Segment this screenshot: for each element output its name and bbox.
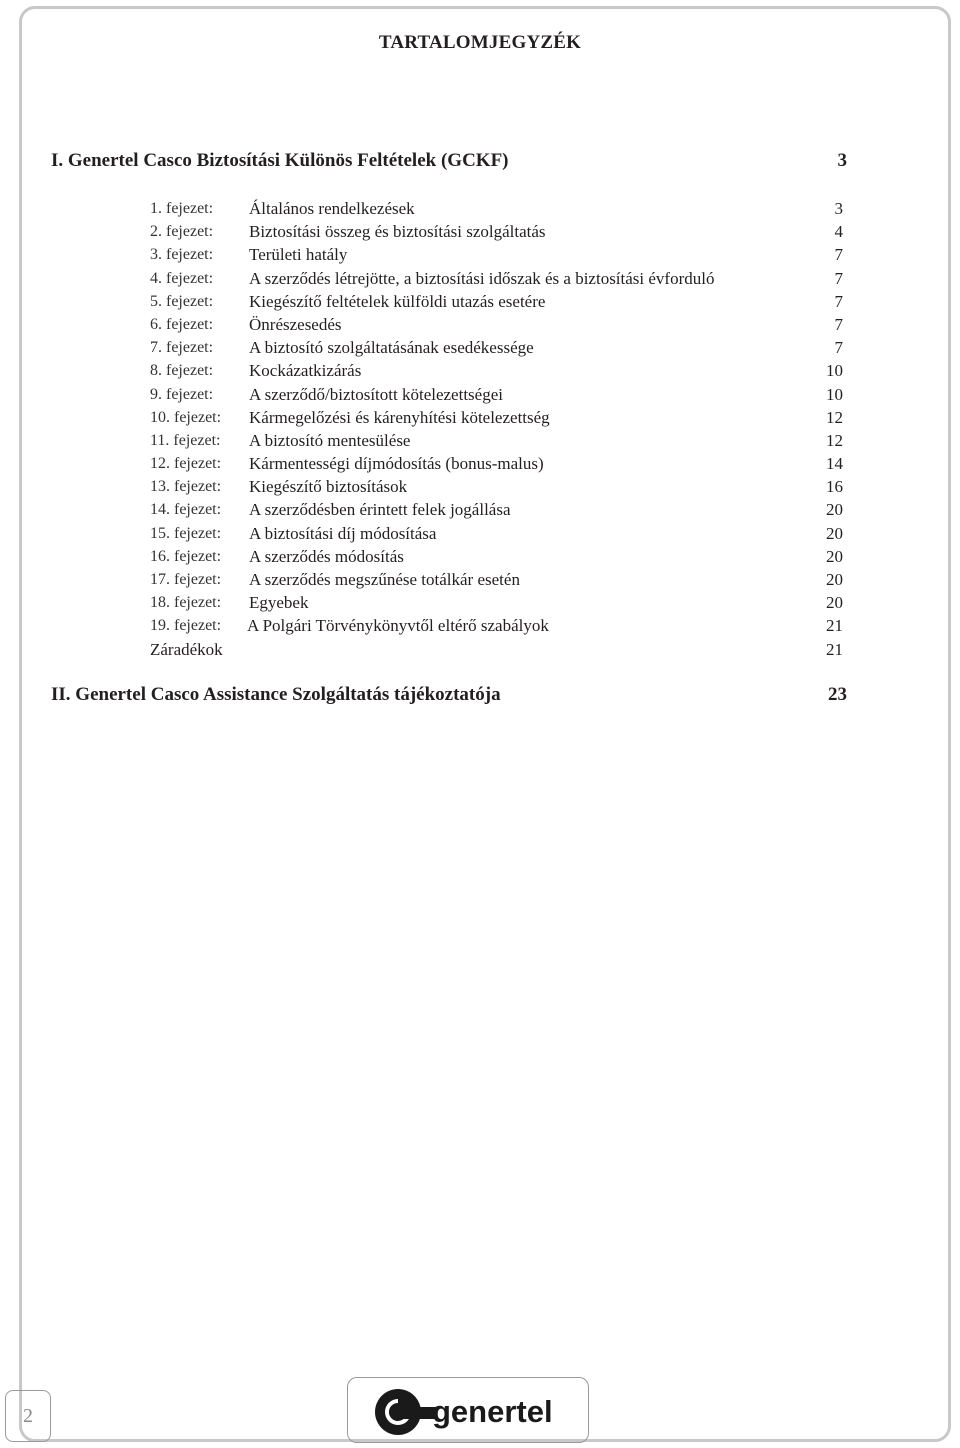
chapter-page-number: 12 [826,430,843,450]
chapter-page-number: 7 [834,245,843,265]
chapter-title: Kiegészítő feltételek külföldi utazás esetére [249,291,546,311]
section-title: I. Genertel Casco Biztosítási Különös Feltételek (GCKF) [51,150,509,171]
toc-row[interactable] [150,591,843,614]
chapter-number: 6. fejezet: [150,315,214,333]
chapter-page-number: 3 [834,199,843,218]
toc-row[interactable] [150,406,843,429]
chapter-number: 9. fejezet: [150,385,214,403]
chapter-title: Biztosítási összeg és biztosítási szolgáltatás [249,222,546,242]
chapter-page-number: 7 [834,338,843,358]
chapter-number: 16. fejezet: [150,547,222,565]
chapter-title: Általános rendelkezések [249,199,415,218]
chapter-title: A szerződő/biztosított kötelezettségei [249,384,503,404]
chapter-page-number: 10 [826,361,843,381]
chapter-page-number: 16 [826,477,843,497]
toc-row[interactable] [150,290,843,313]
chapter-number: 7. fejezet: [150,339,214,357]
chapter-number: 2. fejezet: [150,223,214,241]
chapter-page-number: 20 [826,500,843,520]
page-number-box [5,1390,51,1442]
chapter-page-number: 10 [826,384,843,404]
toc-row[interactable] [150,614,843,637]
chapter-page-number: 21 [826,639,843,659]
chapter-title: A szerződés megszűnése totálkár esetén [249,570,520,589]
toc-row[interactable] [150,498,843,521]
toc-row[interactable] [150,568,843,591]
section-page-number: 3 [837,150,847,171]
section-title: II. Genertel Casco Assistance Szolgáltatás tájékoztatója [51,684,501,705]
chapter-number: 5. fejezet: [150,292,214,310]
toc-row[interactable] [150,452,843,475]
chapter-number: 12. fejezet: [150,455,222,473]
logo-mark-text: tel [420,1421,430,1431]
chapter-title: Kármentességi díjmódosítás (bonus-malus) [249,454,544,474]
toc-row[interactable] [150,475,843,498]
chapter-number: 14. fejezet: [150,501,222,519]
toc-row[interactable] [150,522,843,545]
chapter-page-number: 20 [826,546,843,566]
toc-row[interactable] [150,220,843,243]
chapter-title: A biztosító mentesülése [249,430,411,450]
chapter-page-number: 4 [834,222,843,242]
chapter-number: 15. fejezet: [150,524,222,542]
chapter-page-number: 20 [826,593,843,613]
chapter-page-number: 7 [834,291,843,311]
chapter-page-number: 20 [826,570,843,589]
logo-text: genertel [432,1394,553,1429]
chapter-page-number: 7 [834,314,843,334]
toc-row[interactable] [150,267,843,290]
chapter-title: A Polgári Törvénykönyvtől eltérő szabályok [247,616,549,636]
toc-row[interactable] [150,359,843,382]
chapter-title: A biztosítási díj módosítása [249,523,437,543]
chapter-title: Kockázatkizárás [249,361,362,381]
chapter-page-number: 21 [826,616,843,636]
chapter-title: A szerződésben érintett felek jogállása [249,500,511,520]
chapter-title: Kiegészítő biztosítások [249,477,408,497]
chapter-number: 11. fejezet: [150,431,221,449]
toc-row[interactable] [150,638,843,661]
chapter-number: 3. fejezet: [150,246,214,264]
chapter-page-number: 14 [826,454,843,474]
toc-row[interactable] [150,313,843,336]
chapter-title: Önrészesedés [249,314,342,334]
toc-section-2[interactable] [51,684,847,712]
chapter-number: 4. fejezet: [150,269,214,287]
chapter-number: 8. fejezet: [150,362,214,380]
genertel-logo-icon [348,1378,590,1444]
chapter-number: 1. fejezet: [150,200,214,217]
chapter-number: 18. fejezet: [150,594,222,612]
page-number: 2 [23,1404,33,1427]
section-page-number: 23 [828,684,847,705]
chapter-page-number: 7 [834,268,843,288]
chapter-page-number: 20 [826,523,843,543]
toc-row[interactable] [150,545,843,568]
toc-row[interactable] [150,197,843,220]
chapter-page-number: 12 [826,407,843,427]
toc-row[interactable] [150,336,843,359]
chapter-number: 13. fejezet: [150,478,222,496]
page-title: TARTALOMJEGYZÉK [378,32,582,53]
toc-row[interactable] [150,243,843,266]
chapter-title: Kármegelőzési és kárenyhítési kötelezettség [249,407,550,427]
chapter-title: A biztosító szolgáltatásának esedékessége [249,338,534,358]
toc-section-1[interactable] [51,150,847,178]
chapter-title: Záradékok [150,639,223,659]
chapter-title: Területi hatály [249,245,348,265]
chapter-number: 10. fejezet: [150,408,222,426]
chapter-title: Egyebek [249,593,309,613]
chapter-number: 17. fejezet: [150,571,222,588]
chapter-title: A szerződés módosítás [249,546,404,566]
chapter-list [150,197,843,661]
toc-row[interactable] [150,383,843,406]
genertel-logo [347,1377,589,1443]
chapter-number: 19. fejezet: [150,617,222,635]
chapter-title: A szerződés létrejötte, a biztosítási időszak és a biztosítási évforduló [249,268,715,288]
toc-row[interactable] [150,429,843,452]
